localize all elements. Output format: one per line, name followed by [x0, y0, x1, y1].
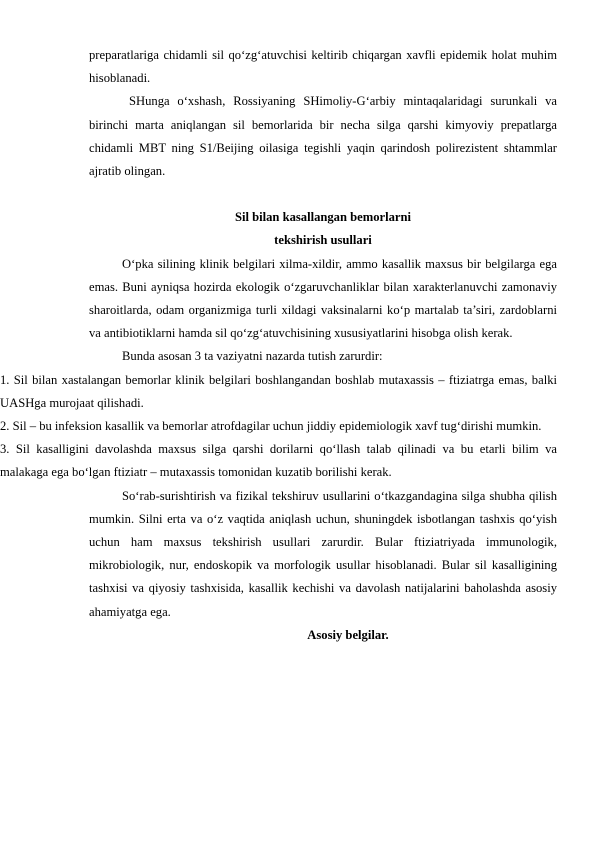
list-item-3: 3. Sil kasalligini davolashda maxsus silga qarshi dorilarni qo‘llash talab qilinadi va bu etarli bilim va malakaga ega bo‘lgan ftiziatr – mutaxassis tomonidan kuzatib borilishi kerak.: [0, 442, 557, 480]
list-item-2: 2. Sil – bu infeksion kasallik va bemorlar atrofdagilar uchun jiddiy epidemiologik xavf tug‘dirishi mumkin.: [0, 419, 542, 434]
paragraph-examination-methods: So‘rab-surishtirish va fizikal tekshiruv usullarini o‘tkazgandagina silga shubha qilish mumkin. Silni erta va o‘z vaqtida aniqlash uchun, shuningdek isbotlangan tashxis qo‘yish uchun ham maxsus tekshirish usullari zarurdir. Bular ftiziatriyada immunologik, mikrobiologik, nur, endoskopik va morfologik usullar hisoblanadi. Bular sil kasalligining tashxisi va qiyosiy tashxisida, kasallik kechishi va davolash natijalarini baholashda asosiy ahamiyatga ega.: [89, 488, 557, 619]
paragraph-clinical-signs: O‘pka silining klinik belgilari xilma-xildir, ammo kasallik maxsus bir belgilarga ega emas. Buni ayniqsa hozirda ekologik o‘zgaruvchanliklar bilan xarakterlanuvchi zamonaviy sharoitlarda, odam organizmiga turli xildagi vaksinalarni ko‘p martalab ta’siri, zardoblarni va antibiotiklarni hamda sil qo‘zg‘atuvchisining xususiyatlarini hisobga olish kerak.: [89, 256, 557, 341]
list-item-1: 1. Sil bilan xastalangan bemorlar klinik belgilari boshlangandan boshlab mutaxassis – ftiziatrga emas, balki UASHga murojaat qilishadi.: [0, 372, 557, 410]
blank-line: [89, 183, 557, 206]
section-heading-line-2: tekshirish usullari: [274, 233, 372, 248]
document-page: [0, 44, 557, 647]
paragraph-russia-strains: SHunga o‘xshash, Rossiyaning SHimoliy-G‘arbiy mintaqalaridagi surunkali va birinchi marta aniqlangan sil bemorlarida bir necha silga qarshi kimyoviy prepatlarga chidamli MBT ning S1/Beijing oilasiga tegishli yaqin qarindosh polirezistent shtammlar ajratib olingan.: [89, 94, 557, 179]
subheading-main-signs: Asosiy belgilar.: [307, 627, 389, 642]
paragraph-three-situations: Bunda asosan 3 ta vaziyatni nazarda tutish zarurdir:: [122, 349, 383, 364]
intro-paragraph: preparatlariga chidamli sil qo‘zg‘atuvchisi keltirib chiqargan xavfli epidemik holat muhim hisoblanadi.: [89, 48, 557, 86]
section-heading-line-1: Sil bilan kasallangan bemorlarni: [234, 210, 411, 225]
